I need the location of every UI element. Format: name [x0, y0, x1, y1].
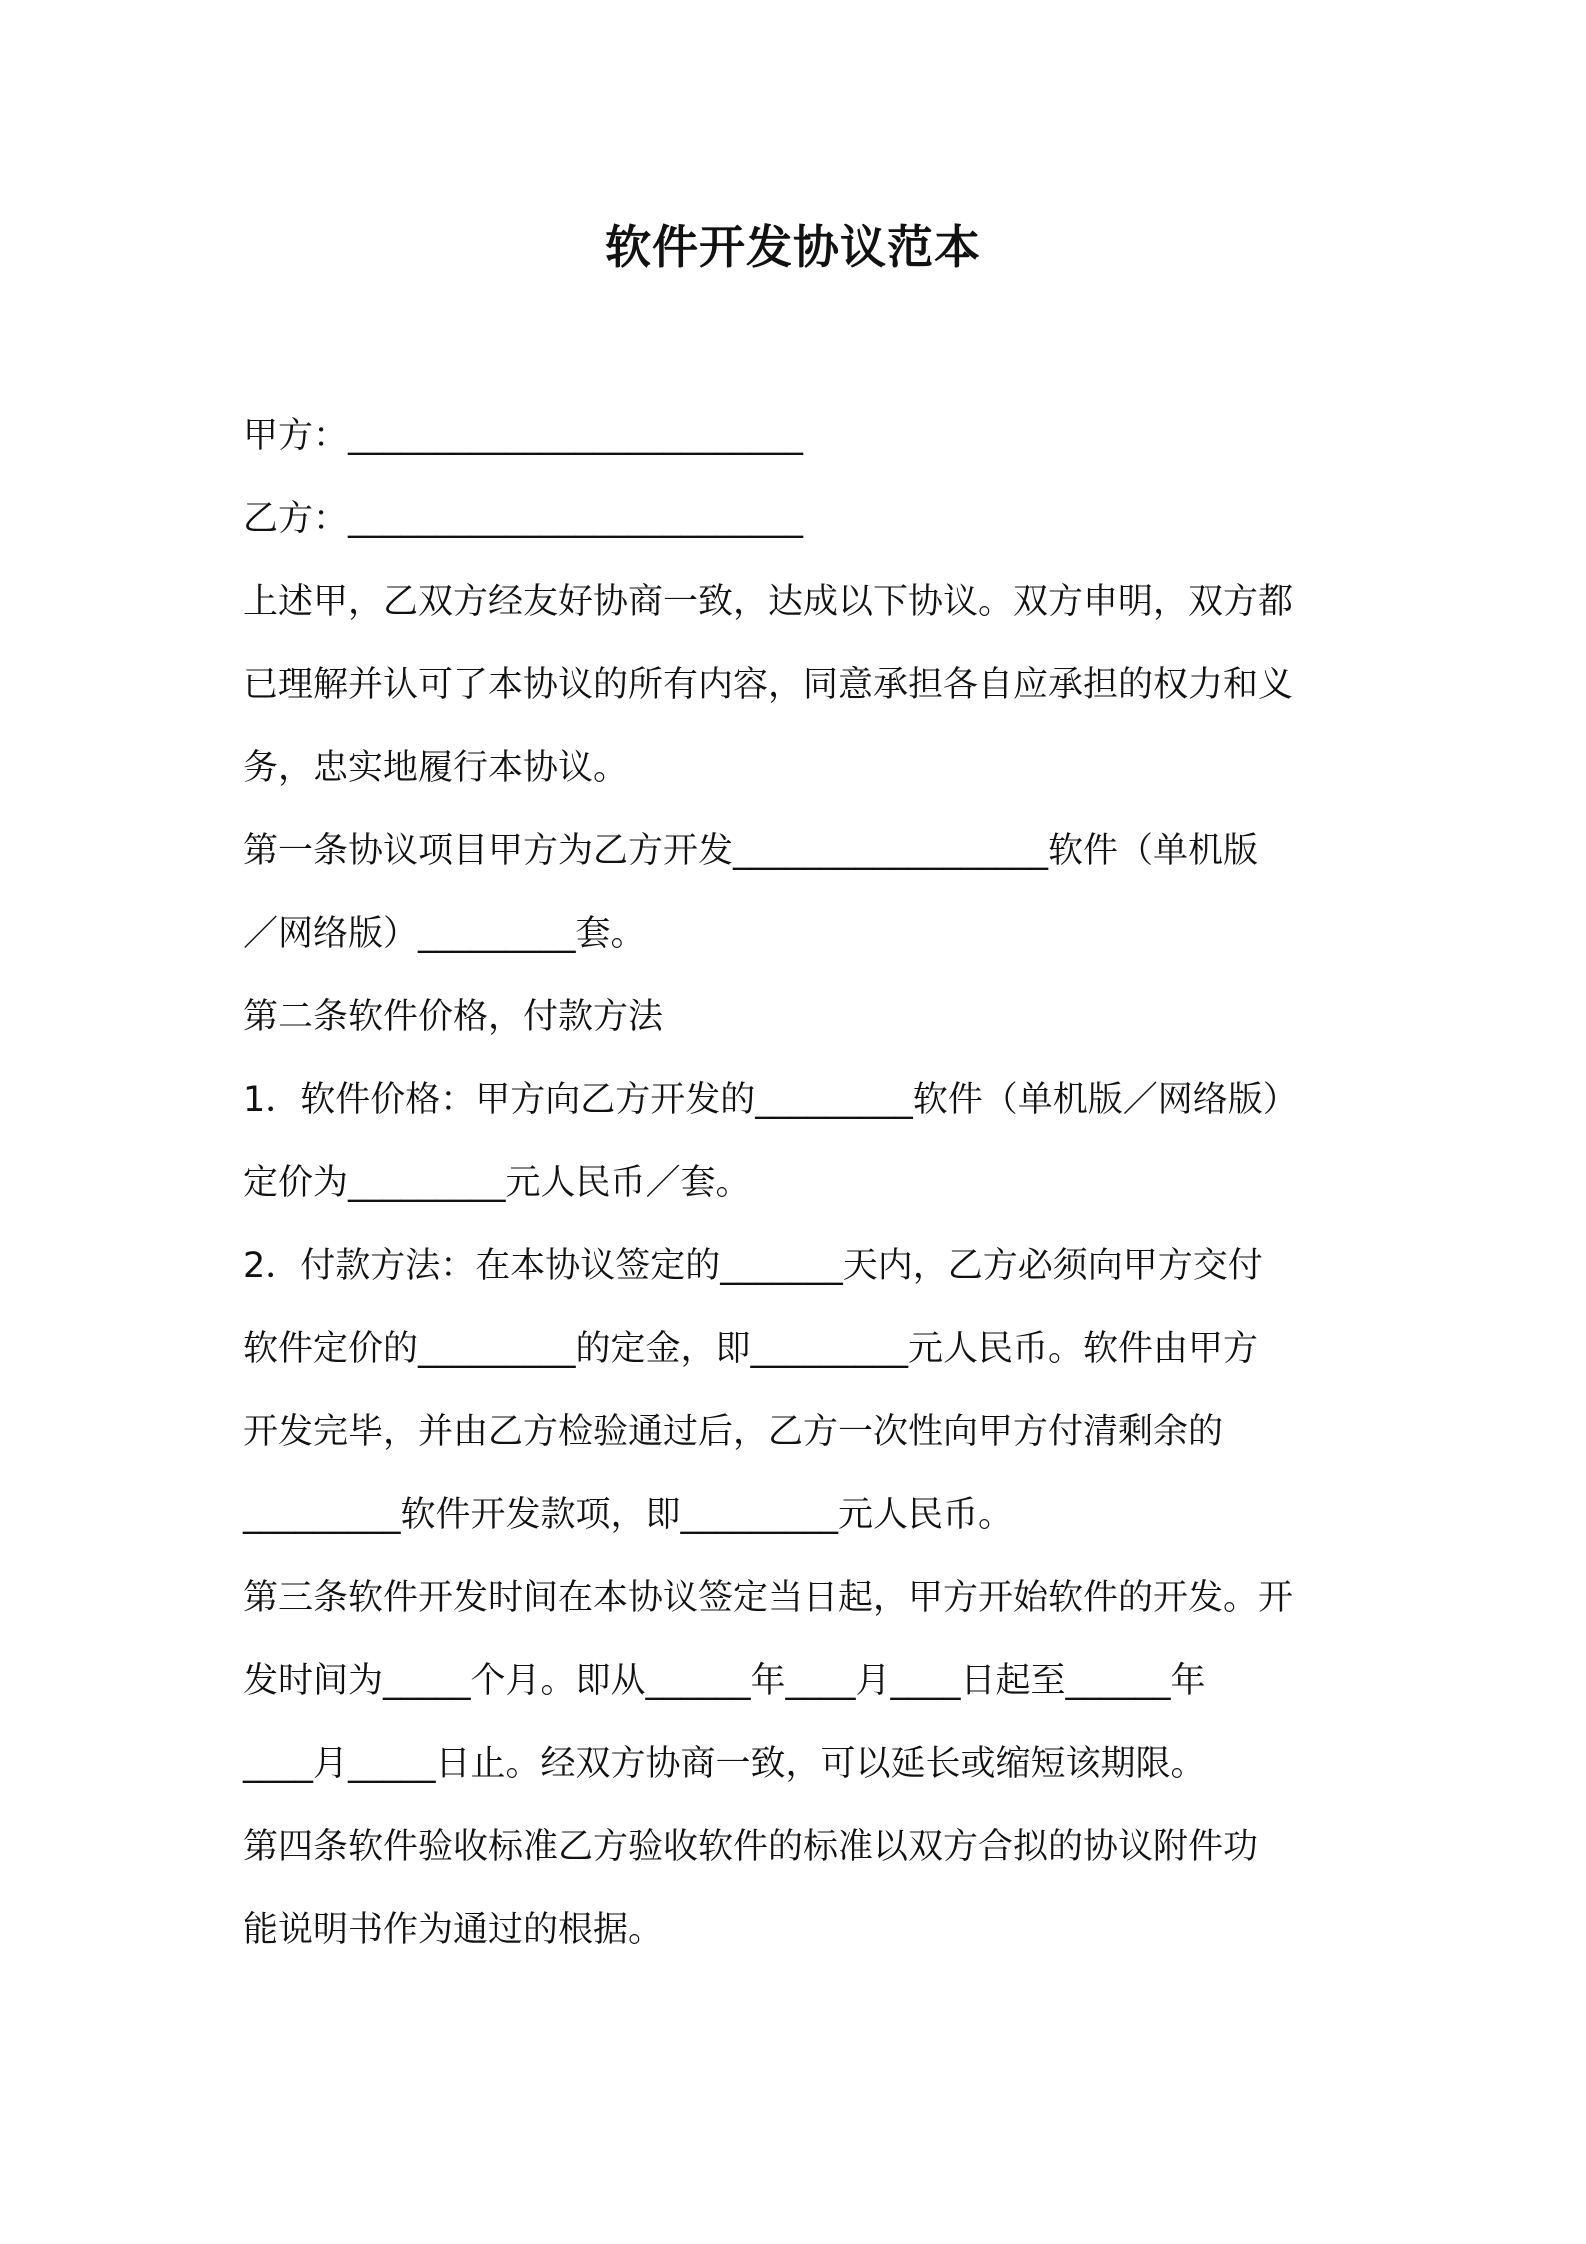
article-2-line: _________软件开发款项，即_________元人民币。 [243, 1495, 1014, 1535]
article-2-line: 定价为_________元人民币／套。 [243, 1163, 751, 1203]
article-4-line: 第四条软件验收标准乙方验收软件的标准以双方合拟的协议附件功 [243, 1827, 1259, 1867]
article-3-line: 发时间为_____个月。即从______年____月____日起至______年 [243, 1661, 1206, 1701]
article-3-line: ____月_____日止。经双方协商一致，可以延长或缩短该期限。 [243, 1744, 1206, 1784]
article-2-line: 1．软件价格：甲方向乙方开发的_________软件（单机版／网络版） [243, 1080, 1298, 1120]
party-b-line: 乙方：__________________________ [243, 499, 804, 539]
article-2-heading: 第二条软件价格，付款方法 [243, 997, 664, 1037]
party-a-line: 甲方：__________________________ [243, 416, 804, 456]
article-1-line: ／网络版）_________套。 [243, 914, 646, 954]
article-4-line: 能说明书作为通过的根据。 [243, 1910, 664, 1950]
article-3-line: 第三条软件开发时间在本协议签定当日起，甲方开始软件的开发。开 [243, 1578, 1294, 1618]
paragraph-line: 务，忠实地履行本协议。 [243, 748, 629, 788]
article-2-line: 开发完毕，并由乙方检验通过后，乙方一次性向甲方付清剩余的 [243, 1412, 1224, 1452]
article-1-line: 第一条协议项目甲方为乙方开发__________________软件（单机版 [243, 831, 1259, 871]
paragraph-line: 上述甲，乙双方经友好协商一致，达成以下协议。双方申明，双方都 [243, 582, 1294, 622]
document-title: 软件开发协议范本 [605, 220, 981, 274]
paragraph-line: 已理解并认可了本协议的所有内容，同意承担各自应承担的权力和义 [243, 665, 1294, 705]
article-2-line: 软件定价的_________的定金，即_________元人民币。软件由甲方 [243, 1329, 1259, 1369]
article-2-line: 2．付款方法：在本协议签定的_______天内，乙方必须向甲方交付 [243, 1246, 1263, 1286]
